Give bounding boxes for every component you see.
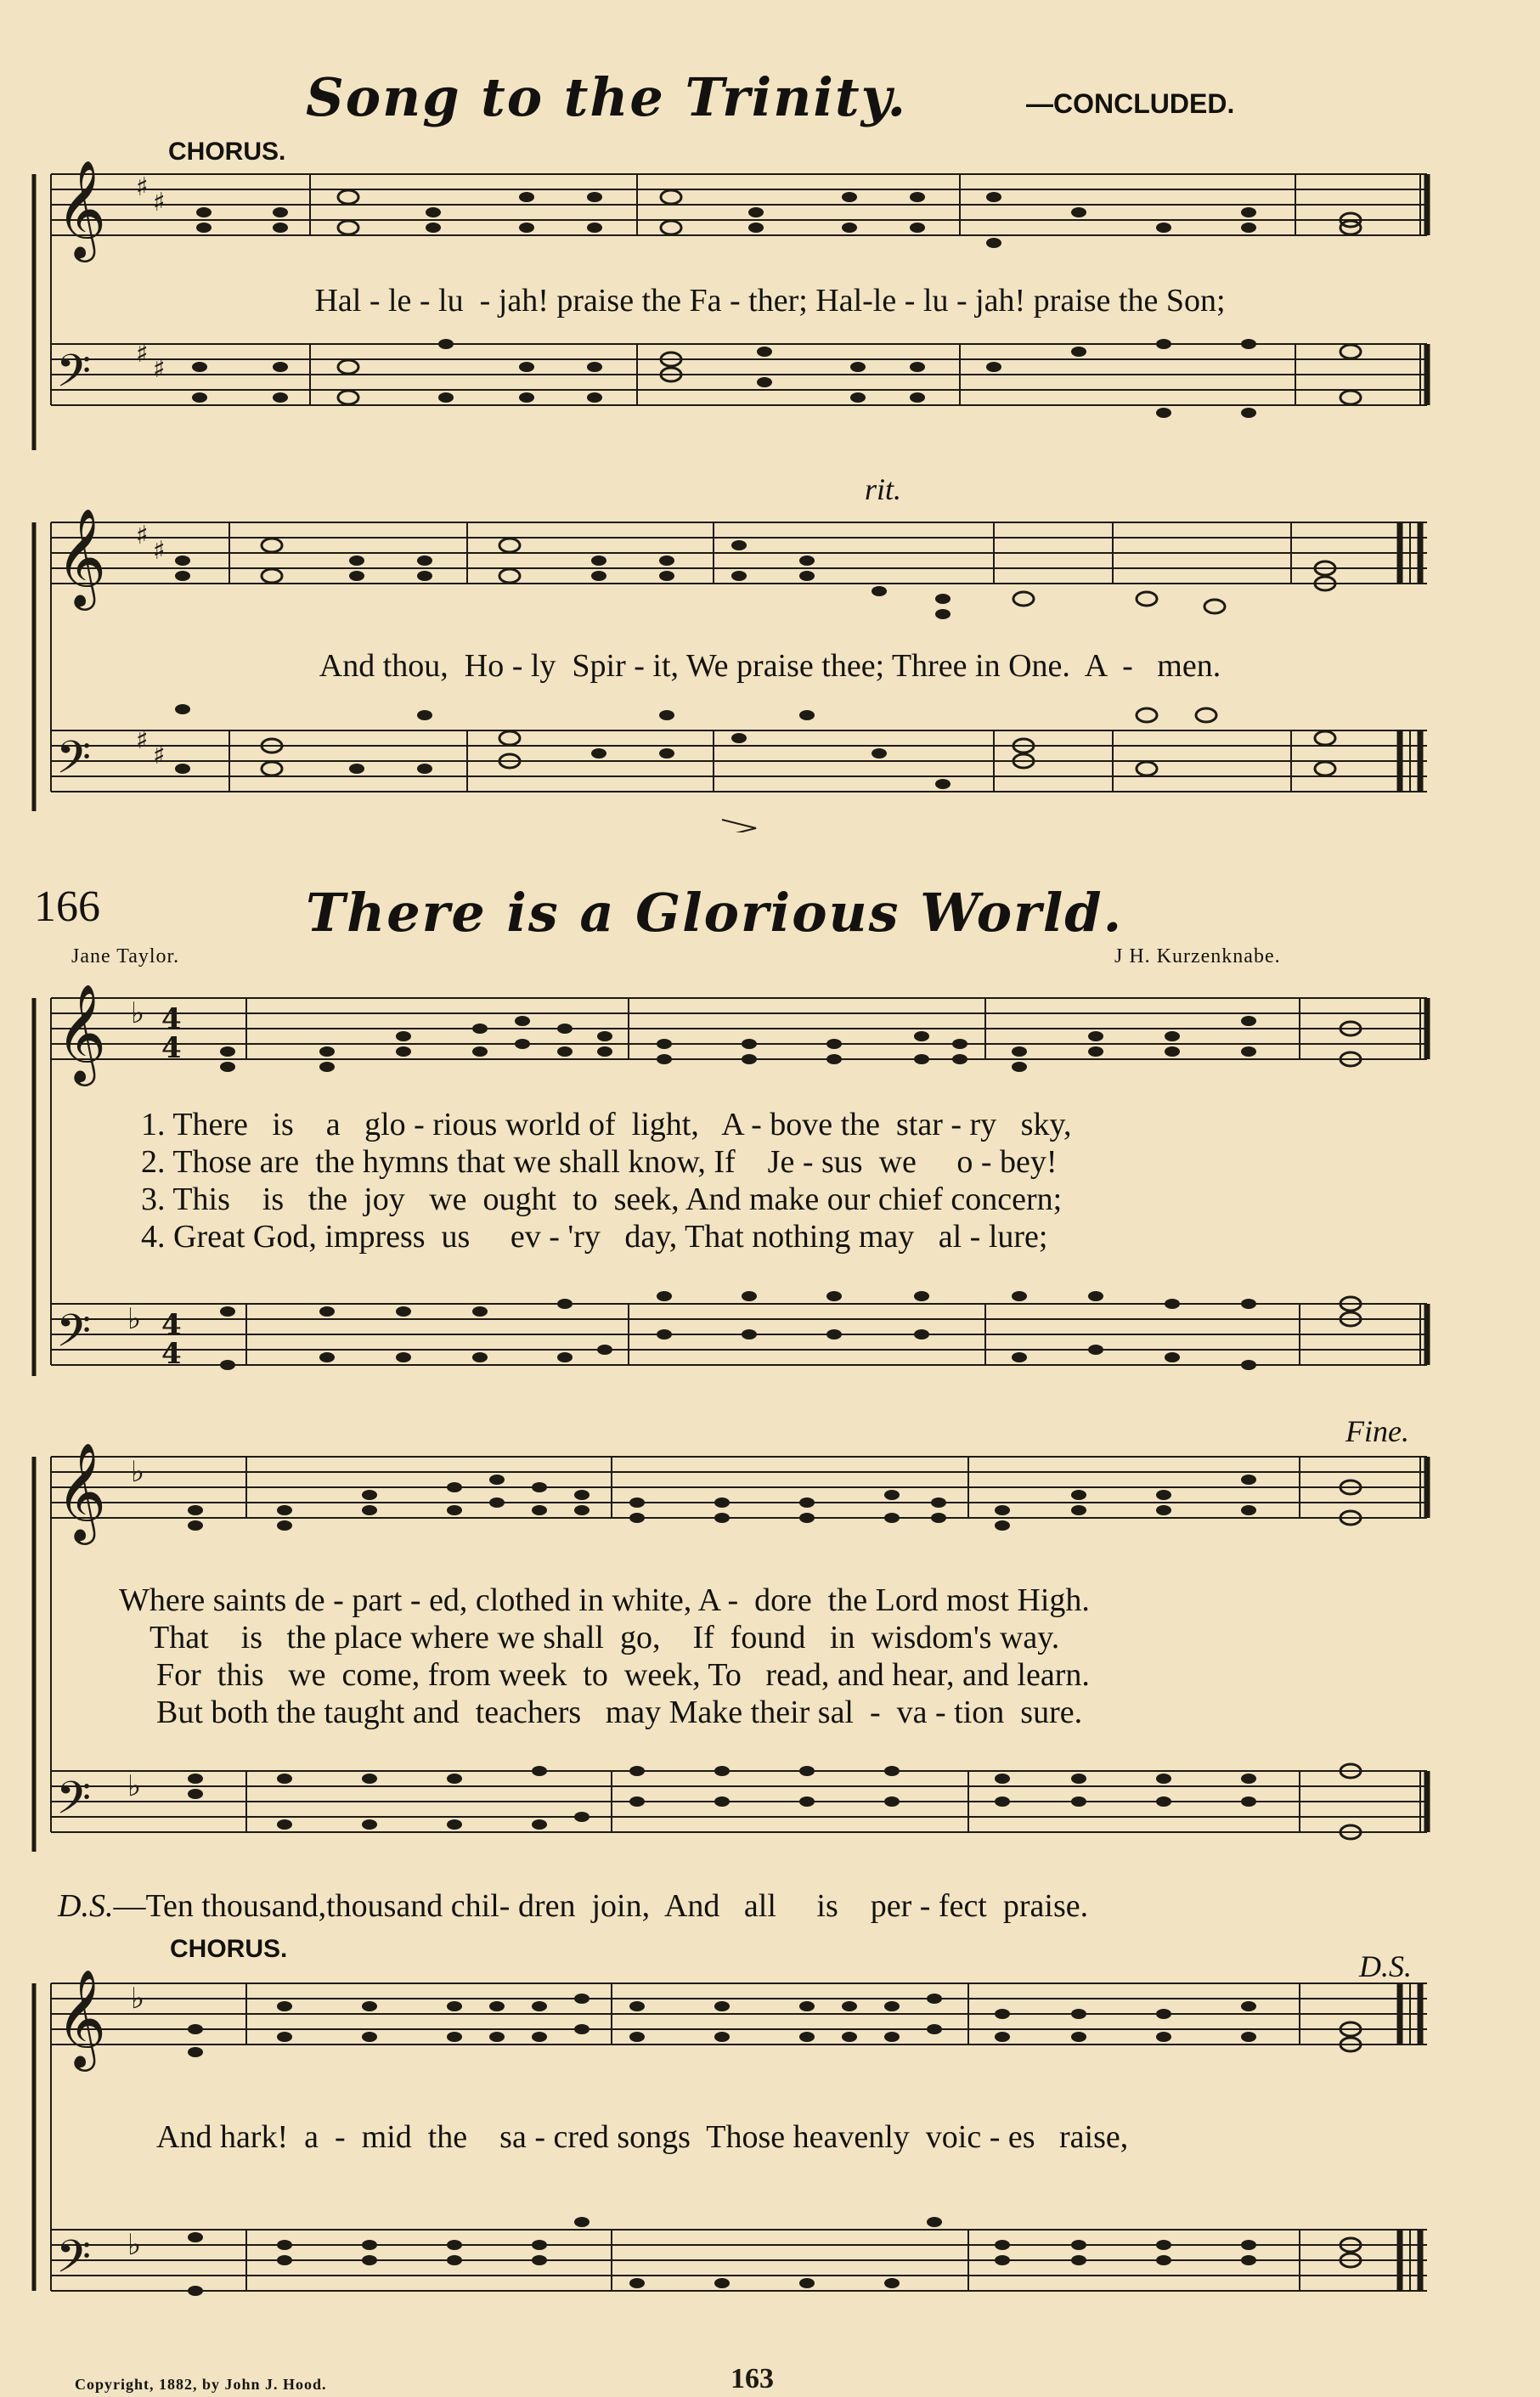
svg-text:♯: ♯ — [153, 536, 166, 566]
svg-text:♭: ♭ — [131, 996, 145, 1030]
svg-text:♭: ♭ — [127, 1302, 142, 1336]
ds-line — [58, 1887, 1088, 1925]
svg-text:4: 4 — [161, 1031, 182, 1065]
svg-text:𝄢: 𝄢 — [56, 1306, 92, 1368]
song-title: Song to the Trinity. — [306, 66, 908, 128]
svg-text:𝄢: 𝄢 — [56, 732, 92, 795]
svg-text:4: 4 — [161, 1002, 182, 1036]
svg-text:♯: ♯ — [136, 339, 149, 369]
svg-text:𝄢: 𝄢 — [56, 2231, 92, 2294]
verse1-line-b: Where saints de - part - ed, clothed in white, A - dore the Lord most High. — [119, 1582, 1090, 1618]
svg-text:♭: ♭ — [127, 2228, 142, 2262]
verse2-line-a: 2. Those are the hymns that we shall know, If Je - sus we o - bey! — [141, 1144, 1058, 1180]
svg-text:𝄞: 𝄞 — [56, 1971, 107, 2067]
verse3-line-b: For this we come, from week to week, To read, and hear, and learn. — [156, 1657, 1090, 1693]
svg-text:♯: ♯ — [136, 725, 149, 755]
rit-mark: rit. — [865, 472, 902, 506]
svg-text:♯: ♯ — [153, 354, 166, 384]
verse1-line-a: 1. There is a glo - rious world of light, A - bove the star - ry sky, — [141, 1107, 1072, 1142]
page-number: 163 — [731, 2363, 774, 2394]
svg-text:𝄞: 𝄞 — [56, 510, 107, 606]
ds-label: D.S. — [58, 1888, 114, 1924]
svg-text:♯: ♯ — [136, 172, 149, 202]
composer-credit: J H. Kurzenknabe. — [1114, 945, 1281, 967]
svg-text:𝄢: 𝄢 — [56, 346, 92, 409]
svg-text:𝄞: 𝄞 — [56, 161, 107, 258]
chorus-label-2: CHORUS. — [170, 1935, 288, 1963]
ds-mark: D.S. — [1359, 1949, 1412, 1983]
svg-text:♯: ♯ — [153, 741, 166, 770]
song-title-suffix: —CONCLUDED. — [1026, 88, 1235, 119]
hymn-number: 166 — [34, 883, 100, 931]
copyright-notice: Copyright, 1882, by John J. Hood. — [75, 2376, 327, 2393]
verse2-line-b: That is the place where we shall go, If found in wisdom's way. — [149, 1620, 1060, 1655]
svg-text:♭: ♭ — [127, 1769, 142, 1803]
verse4-line-a: 4. Great God, impress us ev - 'ry day, That nothing may al - lure; — [141, 1219, 1048, 1255]
svg-text:♭: ♭ — [131, 1982, 145, 2016]
svg-text:♯: ♯ — [153, 188, 166, 217]
svg-text:♭: ♭ — [131, 1455, 145, 1489]
chorus-label: CHORUS. — [168, 138, 286, 166]
verse3-line-a: 3. This is the joy we ought to seek, And make our chief concern; — [141, 1182, 1063, 1217]
svg-text:4: 4 — [161, 1337, 182, 1371]
svg-text:𝄢: 𝄢 — [56, 1773, 92, 1836]
hymn-title: There is a Glorious World. — [306, 882, 1124, 944]
svg-text:4: 4 — [161, 1308, 182, 1342]
song1-lyric-line2: And thou, Ho - ly Spir - it, We praise thee; Three in One. A - men. — [319, 648, 1221, 684]
author-credit: Jane Taylor. — [71, 945, 180, 967]
svg-text:𝄞: 𝄞 — [56, 985, 107, 1082]
verse4-line-b: But both the taught and teachers may Make their sal - va - tion sure. — [156, 1695, 1083, 1730]
song1-lyric-line1: Hal - le - lu - jah! praise the Fa - ther; Hal-le - lu - jah! praise the Son; — [314, 283, 1226, 319]
chorus-lyric: And hark! a - mid the sa - cred songs Those heavenly voic - es raise, — [156, 2119, 1129, 2155]
svg-text:𝄞: 𝄞 — [56, 1444, 107, 1541]
fine-mark: Fine. — [1345, 1414, 1409, 1448]
svg-text:♯: ♯ — [136, 521, 149, 550]
ds-text: —Ten thousand,thousand chil- dren join, And all is per - fect praise. — [113, 1888, 1089, 1924]
